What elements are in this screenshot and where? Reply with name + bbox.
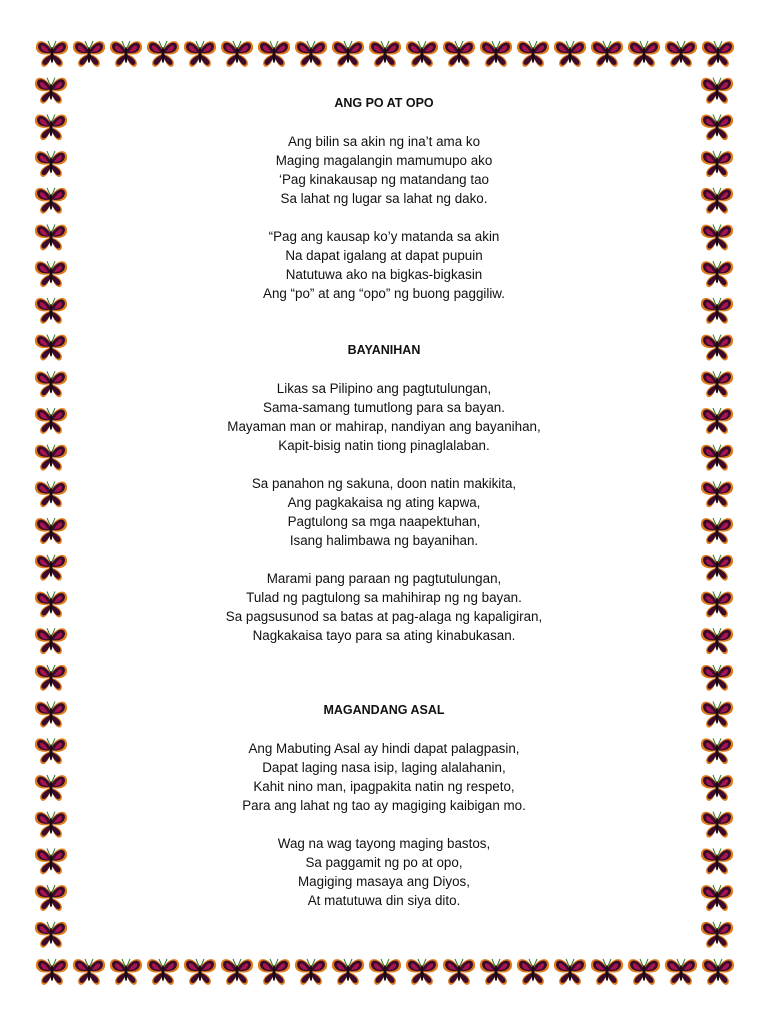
butterfly-icon — [295, 41, 327, 67]
butterfly-icon — [35, 628, 67, 654]
poem-line: Ang bilin sa akin ng ina’t ama ko — [287, 134, 481, 149]
butterfly-icon — [184, 959, 216, 985]
poem-line: Sama-samang tumutlong para sa bayan. — [263, 400, 505, 415]
poem-line: Nagkakaisa tayo para sa ating kinabukasan. — [252, 628, 516, 643]
butterfly-icon — [73, 959, 105, 985]
poem-line: Ang pagkakaisa ng ating kapwa, — [287, 495, 481, 510]
poem-line: At matutuwa din siya dito. — [307, 893, 461, 908]
butterfly-icon — [443, 959, 475, 985]
butterfly-icon — [702, 959, 734, 985]
butterfly-icon — [701, 225, 733, 251]
butterfly-icon — [628, 959, 660, 985]
butterfly-icon — [35, 885, 67, 911]
butterfly-icon — [701, 445, 733, 471]
poem-line: Ang Mabuting Asal ay hindi dapat palagpasin, — [248, 741, 520, 756]
butterfly-icon — [35, 371, 67, 397]
butterfly-icon — [701, 592, 733, 618]
butterfly-icon — [35, 738, 67, 764]
poem-line: Para ang lahat ng tao ay magiging kaibigan mo. — [242, 798, 526, 813]
butterfly-icon — [701, 812, 733, 838]
stanza — [80, 834, 688, 910]
butterfly-icon — [184, 41, 216, 67]
butterfly-icon — [110, 959, 142, 985]
butterfly-icon — [701, 922, 733, 948]
butterfly-icon — [701, 848, 733, 874]
poem-line: Likas sa Pilipino ang pagtutulungan, — [276, 381, 492, 396]
stanza — [80, 569, 688, 645]
butterfly-icon — [701, 702, 733, 728]
poem-line: Kahit nino man, ipagpakita natin ng respeto, — [253, 779, 515, 794]
stanza — [80, 227, 688, 303]
poem-line: Ang “po” at ang “opo” ng buong paggiliw. — [263, 286, 505, 301]
poem-line: Sa pagsusunod sa batas at pag-alaga ng kapaligiran, — [225, 609, 543, 624]
butterfly-icon — [35, 812, 67, 838]
poem — [80, 701, 688, 910]
butterfly-icon — [35, 78, 67, 104]
butterfly-icon — [517, 41, 549, 67]
butterfly-icon — [554, 41, 586, 67]
butterfly-icon — [628, 41, 660, 67]
butterfly-icon — [295, 959, 327, 985]
stanza — [80, 379, 688, 455]
butterfly-icon — [702, 41, 734, 67]
butterfly-icon — [35, 335, 67, 361]
butterfly-icon — [221, 959, 253, 985]
butterfly-icon — [517, 959, 549, 985]
butterfly-icon — [147, 41, 179, 67]
butterfly-icon — [73, 41, 105, 67]
butterfly-icon — [480, 959, 512, 985]
poem-line: Marami pang paraan ng pagtutulungan, — [266, 571, 502, 586]
butterfly-icon — [36, 959, 68, 985]
butterfly-icon — [35, 518, 67, 544]
poem-line: Dapat laging nasa isip, laging alalahanin, — [262, 760, 506, 775]
butterfly-icon — [35, 481, 67, 507]
butterfly-icon — [591, 959, 623, 985]
poem-line: Magiging masaya ang Diyos, — [298, 874, 470, 889]
butterfly-icon — [35, 225, 67, 251]
poem-line: Mayaman man or mahirap, nandiyan ang bayanihan, — [227, 419, 541, 434]
butterfly-icon — [701, 114, 733, 140]
butterfly-icon — [369, 41, 401, 67]
butterfly-icon — [36, 41, 68, 67]
butterfly-icon — [591, 41, 623, 67]
poem-collection — [80, 94, 688, 910]
butterfly-icon — [406, 41, 438, 67]
poem-line: Sa paggamit ng po at opo, — [305, 855, 463, 870]
stanza — [80, 132, 688, 208]
butterfly-icon — [35, 775, 67, 801]
poem-title: BAYANIHAN — [347, 343, 421, 357]
poem-line: Sa panahon ng sakuna, doon natin makikita, — [251, 476, 517, 491]
butterfly-icon — [258, 41, 290, 67]
poem-line: Pagtulong sa mga naapektuhan, — [287, 514, 481, 529]
butterfly-icon — [701, 261, 733, 287]
poem-title: MAGANDANG ASAL — [323, 703, 445, 717]
butterfly-icon — [701, 518, 733, 544]
poem-title: ANG PO AT OPO — [334, 96, 434, 110]
poem-line: Isang halimbawa ng bayanihan. — [289, 533, 479, 548]
poem-line: Natutuwa ako na bigkas-bigkasin — [285, 267, 483, 282]
butterfly-icon — [701, 151, 733, 177]
butterfly-icon — [35, 592, 67, 618]
butterfly-icon — [35, 408, 67, 434]
butterfly-icon — [701, 298, 733, 324]
poem-line: ‘Pag kinakausap ng matandang tao — [279, 172, 489, 187]
butterfly-icon — [147, 959, 179, 985]
poem — [80, 341, 688, 645]
butterfly-icon — [701, 188, 733, 214]
butterfly-icon — [35, 702, 67, 728]
butterfly-icon — [35, 445, 67, 471]
poem-line: Wag na wag tayong maging bastos, — [277, 836, 491, 851]
butterfly-icon — [701, 665, 733, 691]
butterfly-icon — [35, 151, 67, 177]
butterfly-icon — [35, 665, 67, 691]
poem-line: Tulad ng pagtulong sa mahihirap ng ng bayan. — [246, 590, 522, 605]
butterfly-icon — [221, 41, 253, 67]
butterfly-icon — [701, 885, 733, 911]
butterfly-icon — [332, 41, 364, 67]
butterfly-icon — [701, 738, 733, 764]
butterfly-icon — [701, 408, 733, 434]
butterfly-icon — [443, 41, 475, 67]
butterfly-icon — [480, 41, 512, 67]
butterfly-icon — [701, 371, 733, 397]
poem — [80, 94, 688, 303]
butterfly-icon — [35, 114, 67, 140]
poem-line: Sa lahat ng lugar sa lahat ng dako. — [280, 191, 488, 206]
butterfly-icon — [35, 188, 67, 214]
butterfly-icon — [35, 261, 67, 287]
butterfly-icon — [406, 959, 438, 985]
butterfly-icon — [35, 555, 67, 581]
butterfly-icon — [332, 959, 364, 985]
poem-line: Na dapat igalang at dapat pupuin — [285, 248, 483, 263]
poem-line: Maging magalangin mamumupo ako — [275, 153, 493, 168]
butterfly-icon — [701, 335, 733, 361]
butterfly-icon — [35, 922, 67, 948]
butterfly-icon — [701, 555, 733, 581]
butterfly-icon — [554, 959, 586, 985]
butterfly-icon — [258, 959, 290, 985]
butterfly-icon — [701, 481, 733, 507]
stanza — [80, 474, 688, 550]
butterfly-icon — [701, 628, 733, 654]
poem-line: “Pag ang kausap ko’y matanda sa akin — [268, 229, 500, 244]
butterfly-icon — [665, 41, 697, 67]
butterfly-icon — [35, 298, 67, 324]
butterfly-icon — [701, 78, 733, 104]
poem-line: Kapit-bisig natin tiong pinaglalaban. — [278, 438, 490, 453]
butterfly-icon — [701, 775, 733, 801]
butterfly-icon — [665, 959, 697, 985]
butterfly-icon — [110, 41, 142, 67]
butterfly-icon — [35, 848, 67, 874]
butterfly-icon — [369, 959, 401, 985]
stanza — [80, 739, 688, 815]
